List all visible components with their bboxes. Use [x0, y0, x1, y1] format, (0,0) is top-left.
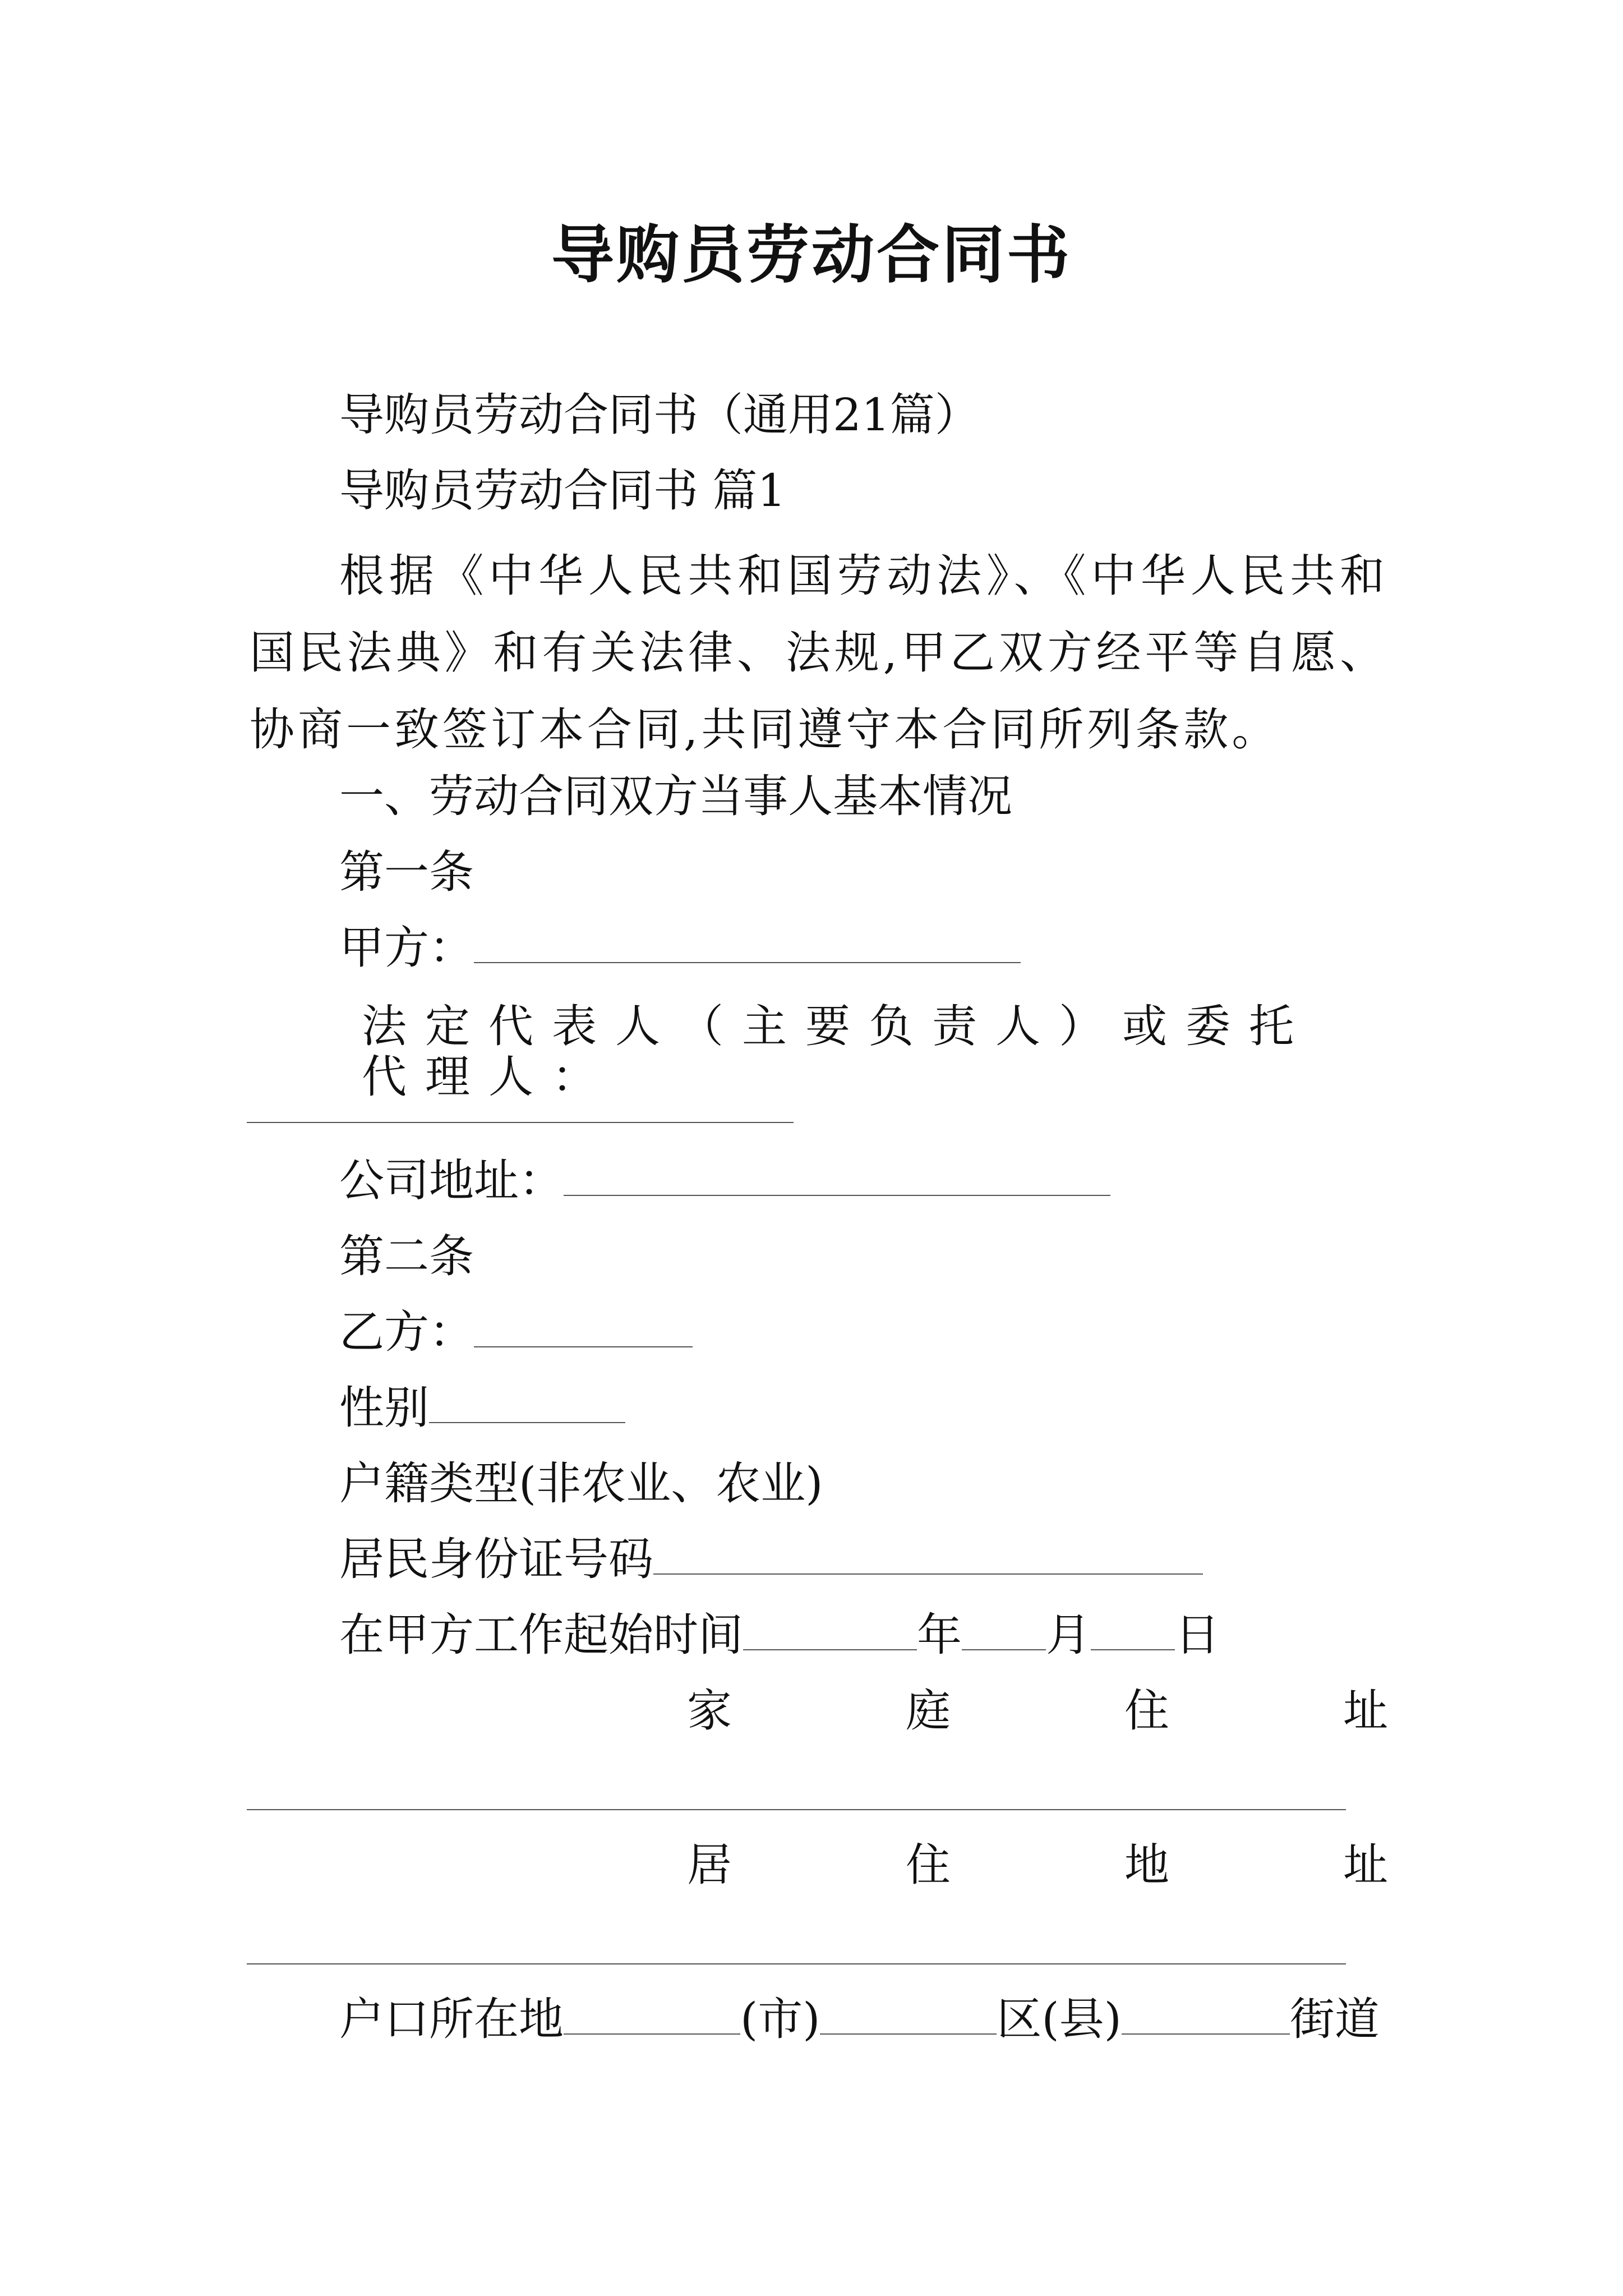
hukou-city-field[interactable]: [820, 1994, 997, 2035]
hukou-province-field[interactable]: [564, 1994, 740, 2035]
company-address-row: [339, 1156, 1110, 1206]
start-time-label: 在甲方工作起始时间: [339, 1609, 743, 1661]
party-a-label: 甲方：: [339, 922, 474, 974]
company-address-field[interactable]: [564, 1156, 1110, 1196]
party-b-label: 乙方：: [339, 1306, 474, 1358]
home-address-label: 家 庭 住 址: [687, 1685, 1388, 1737]
household-type: 户籍类型(非农业、农业): [339, 1457, 823, 1510]
hukou-district-field[interactable]: [1122, 1994, 1290, 2035]
start-month-field[interactable]: [962, 1610, 1046, 1650]
article-two: 第二条: [339, 1230, 474, 1282]
start-year-field[interactable]: [743, 1610, 917, 1650]
party-b-field[interactable]: [474, 1307, 693, 1347]
party-a-field[interactable]: [474, 923, 1021, 963]
city-label: (市): [740, 1993, 820, 2045]
street-label: 街道: [1289, 1993, 1380, 2045]
document-title: 导购员劳动合同书: [551, 218, 1072, 292]
home-address-field[interactable]: [247, 1809, 1346, 1810]
gender-label: 性别: [339, 1382, 429, 1434]
section-heading: 导购员劳动合同书 篇1: [339, 464, 786, 517]
document-subtitle: 导购员劳动合同书（通用21篇）: [339, 389, 980, 441]
preamble-paragraph: 根据《中华人民共和国劳动法》、《中华人民共和国民法典》和有关法律、法规,甲乙双方经平等自愿、协商一致签订本合同,共同遵守本合同所列条款。: [250, 550, 1388, 756]
district-label: 区(县): [997, 1993, 1122, 2045]
party-a-row: [339, 923, 1021, 973]
legal-rep-label: 法定代表人（主要负责人）或委托代理人：: [362, 1000, 1312, 1103]
hukou-label: 户口所在地: [339, 1993, 564, 2045]
month-label: 月: [1046, 1609, 1091, 1661]
company-address-label: 公司地址：: [339, 1154, 564, 1207]
hukou-row: [339, 1994, 1380, 2045]
start-day-field[interactable]: [1091, 1610, 1175, 1650]
id-number-field[interactable]: [653, 1534, 1203, 1575]
day-label: 日: [1175, 1609, 1220, 1661]
residence-address-label: 居 住 地 址: [687, 1839, 1388, 1891]
start-time-row: [339, 1610, 1220, 1660]
id-number-label: 居民身份证号码: [339, 1533, 653, 1585]
gender-row: [339, 1383, 625, 1433]
residence-address-field[interactable]: [247, 1963, 1346, 1964]
party-b-row: [339, 1307, 693, 1358]
year-label: 年: [917, 1609, 962, 1661]
id-number-row: [339, 1534, 1203, 1585]
part-one-heading: 一、劳动合同双方当事人基本情况: [339, 770, 1012, 822]
article-one: 第一条: [339, 846, 474, 898]
gender-field[interactable]: [429, 1383, 625, 1423]
legal-rep-field[interactable]: [247, 1122, 794, 1123]
